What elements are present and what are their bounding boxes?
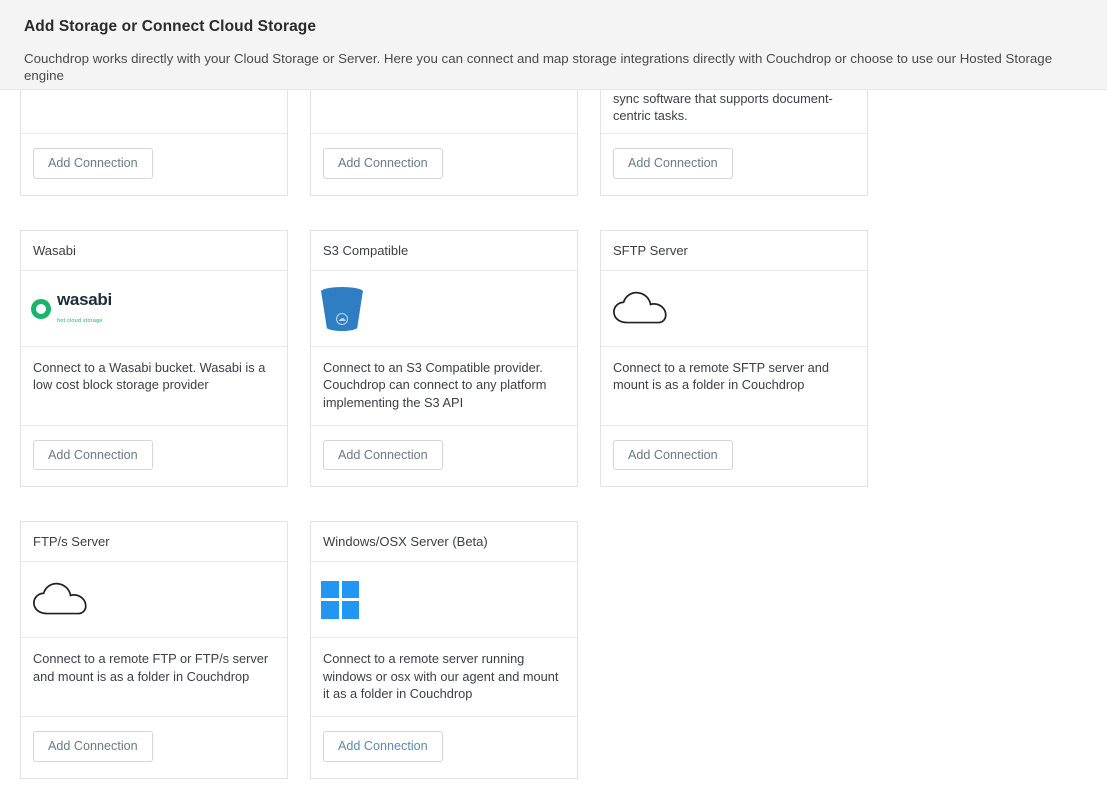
add-connection-button[interactable]: Add Connection: [33, 731, 153, 762]
add-connection-button[interactable]: Add Connection: [33, 440, 153, 471]
row-spacer: [20, 196, 1107, 230]
card-row: [20, 521, 1107, 778]
card-row: [20, 230, 1107, 487]
card-footer: [21, 426, 287, 487]
add-connection-button[interactable]: Add Connection: [323, 731, 443, 762]
wasabi-brand-name: wasabi: [57, 289, 112, 309]
card-footer: [311, 717, 577, 778]
page-subtitle: Couchdrop works directly with your Cloud Storage or Server. Here you can connect and map storage integrations directly with Couchdrop or choose to use our Hosted Storage engine: [24, 51, 1053, 84]
card-footer: [601, 426, 867, 487]
card-footer: [21, 717, 287, 778]
storage-card[interactable]: [20, 90, 288, 196]
wasabi-mark-icon: [31, 299, 51, 319]
card-description: [21, 90, 287, 134]
s3-bucket-icon: ☁: [321, 287, 363, 331]
storage-card-windows-osx-server[interactable]: [310, 521, 578, 778]
windows-logo-icon: [321, 581, 359, 619]
add-connection-button[interactable]: Add Connection: [33, 148, 153, 179]
row-spacer: [20, 487, 1107, 521]
card-logo: [601, 271, 867, 347]
storage-card-ftps-server[interactable]: [20, 521, 288, 778]
card-row-partial: [20, 90, 1107, 196]
card-title: S3 Compatible: [311, 231, 577, 271]
add-connection-button[interactable]: Add Connection: [323, 148, 443, 179]
card-title: Wasabi: [21, 231, 287, 271]
card-title: Windows/OSX Server (Beta): [311, 522, 577, 562]
card-footer: [21, 134, 287, 195]
wasabi-brand-tagline: hot cloud storage: [57, 317, 103, 324]
storage-card-sftp-server[interactable]: [600, 230, 868, 487]
page-header: [0, 0, 1107, 90]
cloud-icon: [611, 289, 673, 329]
card-description: Connect to an S3 Compatible provider. Couchdrop can connect to any platform implementing the S3 API: [311, 347, 577, 426]
card-logo: [311, 562, 577, 638]
cloud-icon: [31, 580, 93, 620]
card-title: FTP/s Server: [21, 522, 287, 562]
storage-card[interactable]: [600, 90, 868, 196]
add-connection-button[interactable]: Add Connection: [613, 148, 733, 179]
storage-card-wasabi[interactable]: [20, 230, 288, 487]
card-description: sync software that supports document-centric tasks.: [601, 90, 867, 134]
card-description: Connect to a remote server running windows or osx with our agent and mount it as a folder in Couchdrop: [311, 638, 577, 717]
card-footer: [601, 134, 867, 195]
card-description: Connect to a Wasabi bucket. Wasabi is a low cost block storage provider: [21, 347, 287, 426]
card-footer: [311, 134, 577, 195]
storage-card-grid: [0, 90, 1107, 779]
card-description: Connect to a remote FTP or FTP/s server and mount is as a folder in Couchdrop: [21, 638, 287, 717]
storage-card[interactable]: [310, 90, 578, 196]
card-logo: [311, 271, 577, 347]
card-logo: [21, 562, 287, 638]
page-title: Add Storage or Connect Cloud Storage: [24, 18, 317, 35]
wasabi-logo-icon: [31, 291, 112, 327]
storage-card-s3-compatible[interactable]: [310, 230, 578, 487]
card-logo: [21, 271, 287, 347]
add-connection-button[interactable]: Add Connection: [323, 440, 443, 471]
card-description: Connect to a remote SFTP server and mount is as a folder in Couchdrop: [601, 347, 867, 426]
card-footer: [311, 426, 577, 487]
card-title: SFTP Server: [601, 231, 867, 271]
card-description: [311, 90, 577, 134]
add-connection-button[interactable]: Add Connection: [613, 440, 733, 471]
